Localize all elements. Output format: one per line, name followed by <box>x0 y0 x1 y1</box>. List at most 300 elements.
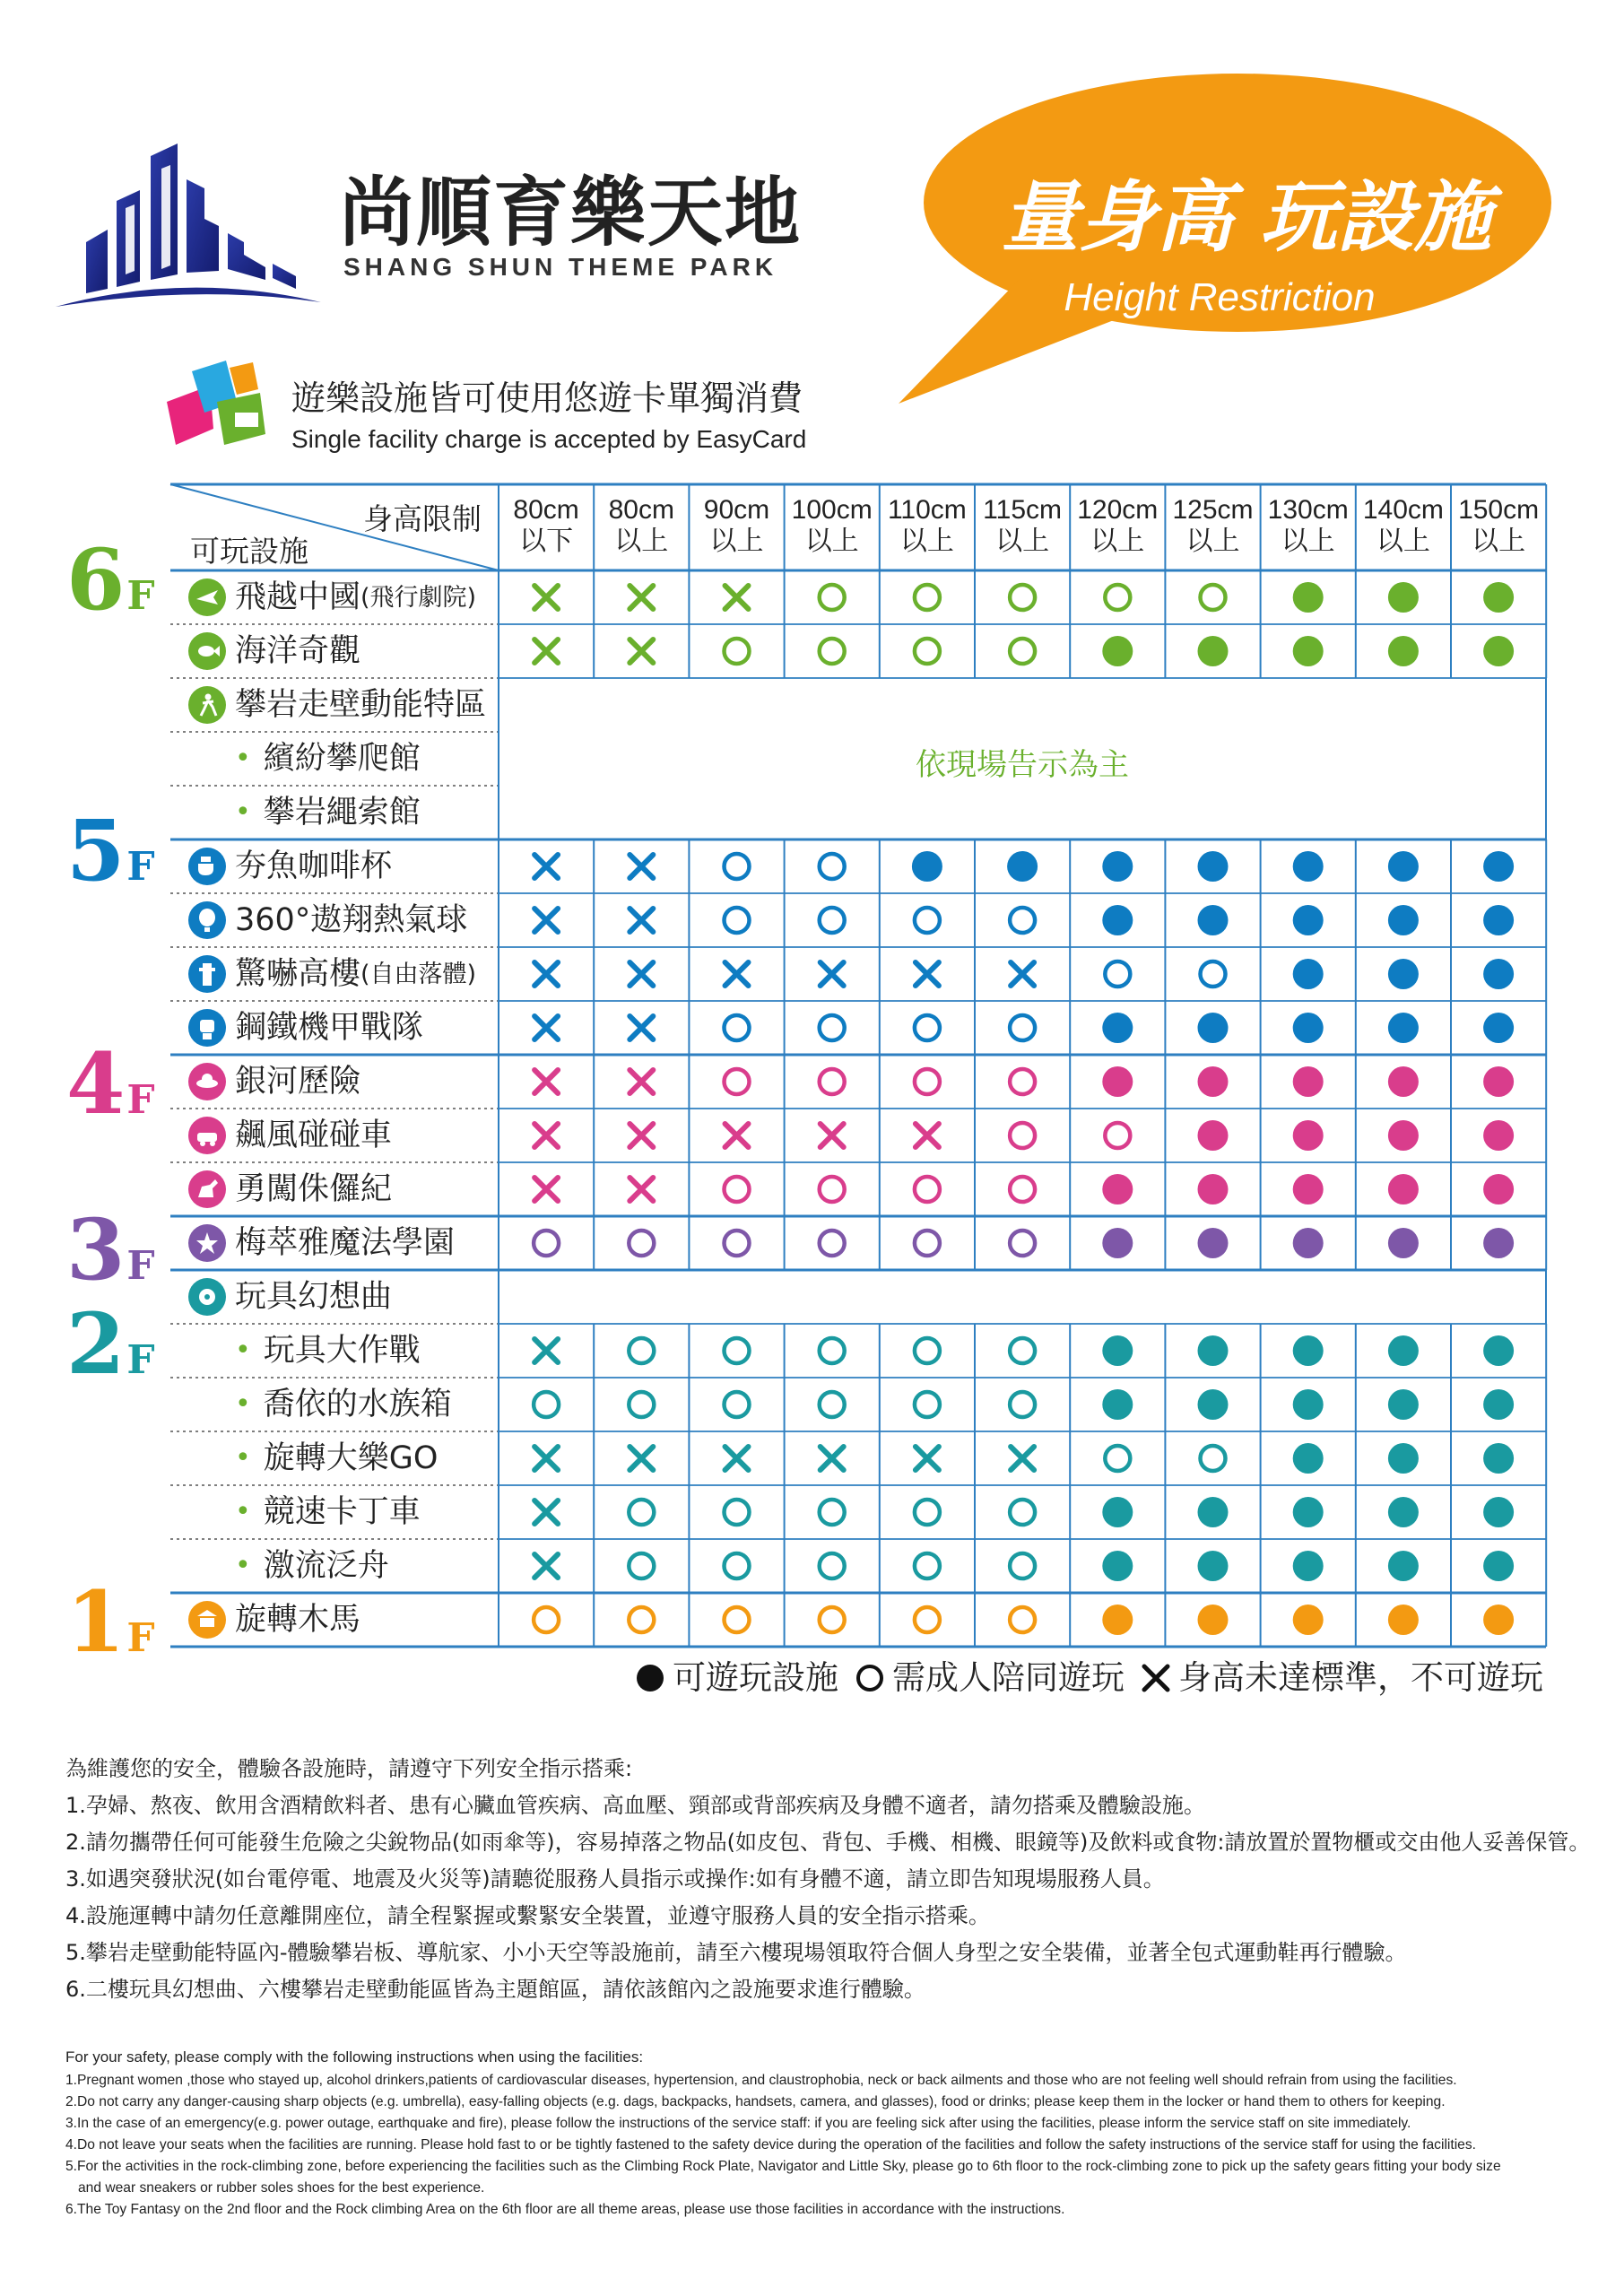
dot-mark <box>1483 1335 1514 1366</box>
ring-mark <box>629 1392 654 1417</box>
cross-mark <box>725 586 749 609</box>
ring-mark <box>725 1392 750 1417</box>
height-qualifier: 以下 <box>519 526 574 556</box>
legend-item-dot <box>635 1658 838 1697</box>
dot-mark <box>1102 1174 1133 1205</box>
legend <box>635 1658 1559 1697</box>
dot-mark <box>1293 959 1324 989</box>
cross-mark <box>630 1124 653 1147</box>
height-header-0 <box>499 495 594 557</box>
rules-en-item: and wear sneakers or rubber soles shoes for the best experience. <box>78 2180 485 2196</box>
dot-mark <box>1198 905 1229 935</box>
height-value: 110cm <box>887 495 967 525</box>
height-header-9 <box>1356 495 1451 557</box>
dot-mark <box>1293 905 1324 935</box>
dot-mark <box>1293 1174 1324 1205</box>
floor-unit: F <box>126 1077 155 1123</box>
magic-icon <box>188 1224 226 1262</box>
dot-mark <box>1293 1120 1324 1151</box>
floor-unit: F <box>126 1243 155 1289</box>
ring-mark <box>1010 1231 1035 1256</box>
ring-mark <box>1105 1446 1130 1471</box>
ring-mark <box>629 1553 654 1578</box>
dot-mark <box>1483 851 1514 882</box>
rules-zh-title: 為維護您的安全，體驗各設施時，請遵守下列安全指示搭乘: <box>65 1756 633 1781</box>
dot-mark <box>1198 1605 1229 1635</box>
dot-mark <box>1293 1443 1324 1474</box>
dot-mark <box>1293 1335 1324 1366</box>
ring-mark <box>725 1338 750 1363</box>
dot-mark <box>1483 1389 1514 1420</box>
facility-row-label <box>235 1485 421 1539</box>
cross-mark <box>821 962 844 986</box>
facility-row-label <box>188 839 392 893</box>
height-qualifier: 以上 <box>614 526 669 556</box>
facility-name: 驚嚇高樓 <box>235 955 361 992</box>
height-qualifier: 以上 <box>1472 526 1526 556</box>
dot-mark <box>1102 1551 1133 1581</box>
cross-icon <box>1141 1663 1171 1693</box>
cross-mark <box>1011 962 1034 986</box>
cross-mark <box>534 1447 558 1470</box>
ring-mark <box>915 1231 940 1256</box>
ring-mark <box>820 1069 845 1094</box>
ring-mark <box>725 1553 750 1578</box>
floor-number: 1 <box>66 1573 126 1672</box>
facility-name: • 喬依的水族箱 <box>263 1386 452 1422</box>
ring-mark <box>1201 1446 1226 1471</box>
ring-mark <box>915 639 940 664</box>
ring-mark <box>1105 961 1130 987</box>
facility-name: • 繽紛攀爬館 <box>263 740 421 777</box>
dot-mark <box>1102 1497 1133 1527</box>
dot-mark <box>1483 1174 1514 1205</box>
ring-mark <box>820 1015 845 1040</box>
dot-mark <box>1483 1228 1514 1258</box>
height-value: 140cm <box>1362 495 1444 525</box>
dot-mark <box>1007 851 1038 882</box>
ring-mark <box>915 1607 940 1632</box>
cross-mark <box>630 855 653 878</box>
ring-mark <box>629 1607 654 1632</box>
facility-row-label <box>235 1431 438 1485</box>
facility-name: • 旋轉大樂GO <box>263 1439 439 1476</box>
ring-mark <box>1201 585 1226 610</box>
dot-mark <box>1198 1228 1229 1258</box>
dot-mark <box>1198 1389 1229 1420</box>
dot-mark <box>912 851 942 882</box>
ring-mark <box>725 1069 750 1094</box>
bubble-title: 量身高 玩設施 <box>1002 173 1491 263</box>
ring-mark <box>820 1338 845 1363</box>
dot-mark <box>1198 1174 1229 1205</box>
ring-mark <box>915 1500 940 1525</box>
height-header-2 <box>689 495 784 557</box>
dot-mark <box>1388 851 1419 882</box>
facility-name: 飆風碰碰車 <box>235 1117 393 1153</box>
dot-mark <box>1483 1066 1514 1097</box>
height-value: 150cm <box>1458 495 1540 525</box>
ring-mark <box>1010 639 1035 664</box>
ring-mark <box>820 1392 845 1417</box>
car-icon <box>188 1117 226 1154</box>
facility-name: 飛越中國 <box>235 578 361 615</box>
dot-mark <box>1388 582 1419 613</box>
cross-mark <box>534 962 558 986</box>
dot-mark <box>1388 1120 1419 1151</box>
rules-zh-item: 3.如遇突發狀況(如台電停電、地震及火災等)請聽從服務人員指示或操作:如有身體不適，請立即告知現場服務人員。 <box>65 1866 1165 1892</box>
dot-mark <box>1293 1551 1324 1581</box>
height-header-6 <box>1070 495 1165 557</box>
climbing-zone-note: 依現場告示為主 <box>916 747 1129 783</box>
dot-mark <box>1483 1497 1514 1527</box>
cross-mark <box>630 1016 653 1039</box>
ring-mark <box>1010 1015 1035 1040</box>
ring-mark <box>534 1607 559 1632</box>
ring-mark <box>915 585 940 610</box>
cross-mark <box>534 1016 558 1039</box>
dot-mark <box>1388 636 1419 666</box>
floor-number: 2 <box>66 1295 126 1394</box>
cross-mark <box>534 1339 558 1362</box>
dot-mark <box>1102 1013 1133 1043</box>
ring-mark <box>915 1177 940 1202</box>
height-value: 130cm <box>1267 495 1349 525</box>
facility-row-label <box>188 1001 423 1055</box>
ring-mark <box>1010 908 1035 933</box>
floor-number: 3 <box>66 1201 126 1300</box>
ring-mark <box>1010 1392 1035 1417</box>
cross-mark <box>916 1447 939 1470</box>
height-header-4 <box>880 495 975 557</box>
carousel-icon <box>188 1601 226 1639</box>
dot-mark <box>1102 1605 1133 1635</box>
plane-icon <box>188 578 226 616</box>
dot-mark <box>1293 1389 1324 1420</box>
ring-mark <box>725 854 750 879</box>
cross-mark <box>916 1124 939 1147</box>
facility-row-label <box>188 893 467 947</box>
height-qualifier: 以上 <box>995 526 1050 556</box>
cross-mark <box>534 909 558 932</box>
ring-mark <box>915 1069 940 1094</box>
height-value: 125cm <box>1172 495 1254 525</box>
ufo-icon <box>188 1063 226 1100</box>
rules-en-item: 2.Do not carry any danger-causing sharp objects (e.g. umbrella), easy-falling objects (e.g. dags, backpacks, handsets, camera, and glasses), food or drinks; please keep them in the locker or hand them to others for keeping. <box>65 2094 1446 2109</box>
facility-row-label <box>188 947 476 1001</box>
legend-ring-label: 需成人陪同遊玩 <box>892 1658 1125 1697</box>
dot-mark <box>1102 636 1133 666</box>
dot-mark <box>1388 1335 1419 1366</box>
height-header-1 <box>594 495 689 557</box>
dot-mark <box>1293 851 1324 882</box>
ring-mark <box>915 1338 940 1363</box>
dot-mark <box>1102 1066 1133 1097</box>
bubble-subtitle: Height Restriction <box>1064 275 1376 319</box>
dot-mark <box>1293 1066 1324 1097</box>
height-qualifier: 以上 <box>1090 526 1145 556</box>
height-value: 80cm <box>608 495 674 525</box>
legend-dot-label: 可遊玩設施 <box>673 1658 838 1697</box>
height-header-8 <box>1261 495 1356 557</box>
floor-number: 6 <box>66 531 126 630</box>
ring-mark <box>725 1177 750 1202</box>
dot-mark <box>1198 1551 1229 1581</box>
cross-mark <box>630 1447 653 1470</box>
dinosaur-icon <box>188 1170 226 1208</box>
rules-zh-item: 5.攀岩走壁動能特區內-體驗攀岩板、導航家、小小天空等設施前，請至六樓現場領取符合個人身型之安全裝備，並著全包式運動鞋再行體驗。 <box>65 1940 1407 1965</box>
facility-row-label <box>188 1593 360 1647</box>
dot-mark <box>1483 1120 1514 1151</box>
floor-unit: F <box>126 844 155 890</box>
cross-mark <box>1011 1447 1034 1470</box>
ring-mark <box>1105 585 1130 610</box>
height-header-7 <box>1165 495 1260 557</box>
safety-rules-zh <box>65 1751 1590 2008</box>
dot-mark <box>1388 1389 1419 1420</box>
dot-mark <box>1388 959 1419 989</box>
facility-row-label <box>235 1539 389 1593</box>
dot-mark <box>1388 1174 1419 1205</box>
ring-mark <box>534 1392 559 1417</box>
balloon-icon <box>188 901 226 939</box>
ring-mark <box>820 639 845 664</box>
floor-unit: F <box>126 1615 155 1661</box>
rules-zh-item: 6.二樓玩具幻想曲、六樓攀岩走壁動能區皆為主題館區，請依該館內之設施要求進行體驗。 <box>65 1977 925 2002</box>
ring-mark <box>1105 1123 1130 1148</box>
cross-mark <box>630 586 653 609</box>
cross-mark <box>534 1500 558 1524</box>
ring-mark <box>629 1338 654 1363</box>
ring-mark <box>1010 1500 1035 1525</box>
facility-name: • 玩具大作戰 <box>263 1332 421 1369</box>
dot-mark <box>1388 1013 1419 1043</box>
height-value: 90cm <box>703 495 770 525</box>
height-value: 115cm <box>983 495 1062 525</box>
dot-mark <box>1198 1066 1229 1097</box>
ring-mark <box>820 854 845 879</box>
cross-mark <box>630 1070 653 1093</box>
ring-mark <box>725 1607 750 1632</box>
cross-mark <box>630 909 653 932</box>
dot-mark <box>1293 582 1324 613</box>
ring-mark <box>1010 1338 1035 1363</box>
header-height-limit: 身高限制 <box>363 501 482 536</box>
filled-dot-icon <box>635 1663 665 1693</box>
header-facilities: 可玩設施 <box>190 534 308 569</box>
dot-mark <box>1198 1120 1229 1151</box>
dot-mark <box>1483 959 1514 989</box>
facility-name: 360°遨翔熱氣球 <box>235 901 468 938</box>
rules-zh-item: 1.孕婦、熬夜、飲用含酒精飲料者、患有心臟血管疾病、高血壓、頸部或背部疾病及身體不適者，請勿搭乘及體驗設施。 <box>65 1793 1205 1818</box>
height-value: 80cm <box>513 495 579 525</box>
teacup-icon <box>188 848 226 885</box>
facility-row-label <box>188 1216 455 1270</box>
dot-mark <box>1198 851 1229 882</box>
facility-name: • 激流泛舟 <box>263 1547 389 1584</box>
facility-row-label <box>188 624 360 678</box>
ring-mark <box>1010 1607 1035 1632</box>
dot-mark <box>1102 1228 1133 1258</box>
ring-mark <box>1010 1069 1035 1094</box>
facility-name: • 競速卡丁車 <box>263 1493 421 1530</box>
dot-mark <box>1293 1228 1324 1258</box>
cross-mark <box>630 639 653 663</box>
legend-item-cross <box>1141 1658 1543 1697</box>
height-value: 100cm <box>791 495 873 525</box>
facility-note: (自由落體) <box>360 960 477 988</box>
dot-mark <box>1483 1551 1514 1581</box>
ring-mark <box>725 1015 750 1040</box>
ring-mark <box>1201 961 1226 987</box>
facility-row-label <box>235 1378 452 1431</box>
ring-mark <box>820 908 845 933</box>
facility-name: 夯魚咖啡杯 <box>235 848 393 884</box>
cross-mark <box>630 1178 653 1201</box>
ring-mark <box>915 1553 940 1578</box>
dot-mark <box>1102 905 1133 935</box>
dot-mark <box>1293 636 1324 666</box>
floor-unit: F <box>126 1337 155 1383</box>
cross-mark <box>821 1124 844 1147</box>
ring-mark <box>534 1231 559 1256</box>
facility-name: 攀岩走壁動能特區 <box>235 686 487 723</box>
facility-row-label <box>188 1109 392 1162</box>
facility-row-label <box>235 732 421 786</box>
facility-row-label <box>235 786 421 839</box>
ring-mark <box>820 1177 845 1202</box>
cross-mark <box>534 586 558 609</box>
cross-mark <box>534 1124 558 1147</box>
ring-mark <box>915 1392 940 1417</box>
facility-name: 玩具幻想曲 <box>235 1278 393 1315</box>
facility-name: 旋轉木馬 <box>235 1601 361 1638</box>
height-qualifier: 以上 <box>1281 526 1335 556</box>
cross-mark <box>534 639 558 663</box>
rules-en-item: 3.In the case of an emergency(e.g. power outage, earthquake and fire), please follow the instructions of the service staff: if you are feeling sick after using the facilities, please inform the service staff on site immediately. <box>65 2116 1411 2131</box>
dot-mark <box>1388 1228 1419 1258</box>
facility-row-label <box>188 1270 392 1324</box>
rules-zh-item: 2.請勿攜帶任何可能發生危險之尖銳物品(如雨傘等)，容易掉落之物品(如皮包、背包、手機、相機、眼鏡等)及飲料或食物:請放置於置物櫃或交由他人妥善保管。 <box>65 1830 1591 1855</box>
dot-mark <box>1102 851 1133 882</box>
cross-mark <box>630 962 653 986</box>
dot-mark <box>1102 1389 1133 1420</box>
easycard-text-zh: 遊樂設施皆可使用悠遊卡單獨消費 <box>291 378 803 418</box>
height-qualifier: 以上 <box>709 526 764 556</box>
ring-mark <box>1010 1177 1035 1202</box>
legend-item-ring <box>855 1658 1125 1697</box>
floor-number: 5 <box>66 802 126 900</box>
cross-mark <box>534 1554 558 1578</box>
rules-en-item: 6.The Toy Fantasy on the 2nd floor and the Rock climbing Area on the 6th floor are all theme areas, please use those facilities in accordance with the instructions. <box>65 2202 1065 2217</box>
easycard-text-en: Single facility charge is accepted by EasyCard <box>291 425 807 453</box>
ring-mark <box>820 1553 845 1578</box>
dot-mark <box>1388 1605 1419 1635</box>
ring-mark <box>725 639 750 664</box>
dot-mark <box>1293 1497 1324 1527</box>
dot-mark <box>1293 1605 1324 1635</box>
robot-icon <box>188 1009 226 1047</box>
ring-mark <box>629 1231 654 1256</box>
dot-mark <box>1388 1551 1419 1581</box>
ring-mark <box>820 1607 845 1632</box>
dot-mark <box>1198 1013 1229 1043</box>
height-value: 120cm <box>1077 495 1159 525</box>
cross-mark <box>534 1178 558 1201</box>
dot-mark <box>1388 1066 1419 1097</box>
cross-mark <box>821 1447 844 1470</box>
brand-name-en: SHANG SHUN THEME PARK <box>343 253 778 281</box>
facility-name: 鋼鐵機甲戰隊 <box>235 1009 424 1046</box>
facility-row-label <box>188 678 486 732</box>
cross-mark <box>916 962 939 986</box>
cross-mark <box>725 1124 749 1147</box>
height-header-5 <box>975 495 1070 557</box>
facility-name: 勇闖侏儸紀 <box>235 1170 393 1207</box>
facility-name: 梅萃雅魔法學園 <box>235 1224 456 1261</box>
height-qualifier: 以上 <box>1185 526 1240 556</box>
dot-mark <box>1388 905 1419 935</box>
cross-mark <box>725 1447 749 1470</box>
dot-mark <box>1483 905 1514 935</box>
cross-mark <box>725 962 749 986</box>
cross-mark <box>534 1070 558 1093</box>
facility-note: (飛行劇院) <box>360 583 477 612</box>
facility-row-label <box>188 570 476 624</box>
dot-mark <box>1293 1013 1324 1043</box>
facility-row-label <box>188 1162 392 1216</box>
ring-mark <box>725 1231 750 1256</box>
brand-name-zh: 尚順育樂天地 <box>339 169 803 257</box>
ring-icon <box>855 1663 885 1693</box>
ring-mark <box>915 908 940 933</box>
ring-mark <box>1010 585 1035 610</box>
ring-mark <box>725 1500 750 1525</box>
facility-row-label <box>235 1324 421 1378</box>
toy-icon <box>188 1278 226 1316</box>
fish-icon <box>188 632 226 670</box>
dot-mark <box>1388 1443 1419 1474</box>
dot-mark <box>1483 636 1514 666</box>
rules-en-item: 4.Do not leave your seats when the facilities are running. Please hold fast to or be tightly fastened to the safety device during the operation of the facilities and follow the safety instructions of the service staff for using the facilities. <box>65 2137 1476 2152</box>
climber-icon <box>188 686 226 724</box>
facility-name: • 攀岩繩索館 <box>263 794 421 831</box>
ring-mark <box>915 1015 940 1040</box>
ring-mark <box>629 1500 654 1525</box>
height-qualifier: 以上 <box>1376 526 1430 556</box>
floor-number: 4 <box>66 1035 126 1134</box>
height-qualifier: 以上 <box>899 526 954 556</box>
rules-en-item: 5.For the activities in the rock-climbing zone, before experiencing the facilities such as the Climbing Rock Plate, Navigator and Little Sky, please go to 6th floor to the rock-climbing zone to pick up the safety gears fitting your body size <box>65 2159 1501 2174</box>
ring-mark <box>1010 1123 1035 1148</box>
rules-en-title: For your safety, please comply with the following instructions when using the facilities: <box>65 2048 644 2066</box>
dot-mark <box>1198 636 1229 666</box>
dot-mark <box>1198 1497 1229 1527</box>
facility-name: 海洋奇觀 <box>235 632 361 669</box>
rules-zh-item: 4.設施運轉中請勿任意離開座位，請全程緊握或繫緊安全裝置，並遵守服務人員的安全指示搭乘。 <box>65 1903 990 1928</box>
height-header-10 <box>1451 495 1546 557</box>
facility-name: 銀河歷險 <box>235 1063 361 1100</box>
ring-mark <box>820 1500 845 1525</box>
dot-mark <box>1483 582 1514 613</box>
dot-mark <box>1483 1013 1514 1043</box>
dot-mark <box>1483 1605 1514 1635</box>
dot-mark <box>1483 1443 1514 1474</box>
tower-icon <box>188 955 226 993</box>
facility-row-label <box>188 1055 360 1109</box>
dot-mark <box>1102 1335 1133 1366</box>
cross-mark <box>534 855 558 878</box>
